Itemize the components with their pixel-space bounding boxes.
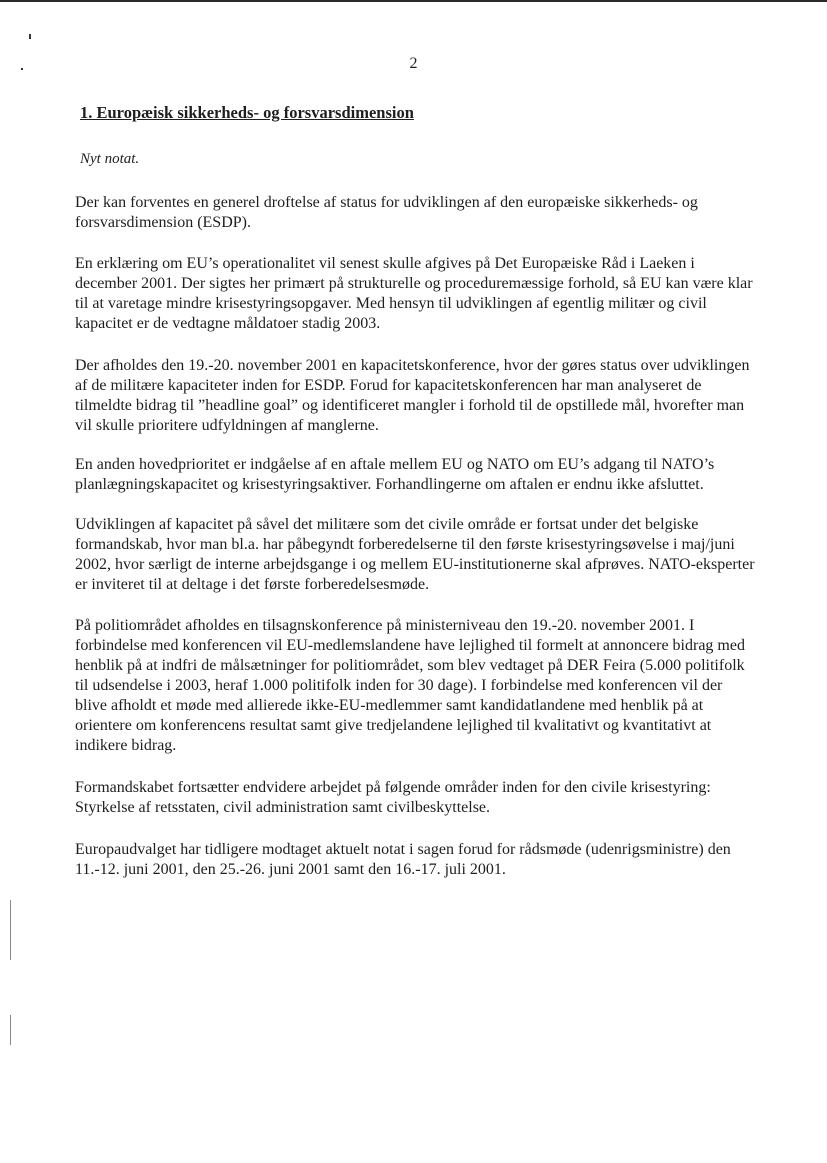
paragraph: Udviklingen af kapacitet på såvel det militære som det civile område er fortsat under det belgiske formandskab, hvor man bl.a. har påbegyndt forberedelserne til den første krisestyringsøvelse i maj/juni 2002, hvor særligt de interne arbejdsgange i og mellem EU-institutionerne skal afprøves. NATO-eksperter er inviteret til at deltage i det første forberedelsesmøde. (75, 516, 755, 593)
scan-top-border (0, 0, 827, 2)
paragraph: Formandskabet fortsætter endvidere arbejdet på følgende områder inden for den civile krisestyring: Styrkelse af retsstaten, civil administration samt civilbeskyttelse. (75, 779, 711, 816)
page-number: 2 (409, 55, 418, 72)
document-body (75, 103, 755, 900)
paragraph: Europaudvalget har tidligere modtaget aktuelt notat i sagen forud for rådsmøde (udenrigsministre) den 11.-12. juni 2001, den 25.-26. juni 2001 samt den 16.-17. juli 2001. (75, 841, 731, 878)
paragraph: Der afholdes den 19.-20. november 2001 en kapacitetskonference, hvor der gøres status over udviklingen af de militære kapaciteter inden for ESDP. Forud for kapacitetskonferencen har man analyseret de tilmeldte bidrag til ”headline goal” og identificeret mangler i forhold til de opstillede mål, hvorefter man vil skulle prioritere udfyldningen af manglerne. (75, 357, 750, 434)
paragraph: Der kan forventes en generel droftelse af status for udviklingen af den europæiske sikkerheds- og forsvarsdimension (ESDP). (75, 194, 698, 231)
note-label: Nyt notat. (80, 151, 140, 167)
paragraph: En erklæring om EU’s operationalitet vil senest skulle afgives på Det Europæiske Råd i Laeken i december 2001. Der sigtes her primært på strukturelle og proceduremæssige forhold, så EU kan være klar til at varetage mindre krisestyringsopgaver. Med hensyn til udviklingen af egentlig militær og civil kapacitet er de vedtagne måldatoer stadig 2003. (75, 255, 753, 332)
scan-mark (29, 34, 31, 39)
paragraph: En anden hovedprioritet er indgåelse af en aftale mellem EU og NATO om EU’s adgang til NATO’s planlægningskapacitet og krisestyringsaktiver. Forhandlingerne om aftalen er endnu ikke afsluttet. (75, 456, 715, 493)
section-heading: 1. Europæisk sikkerheds- og forsvarsdimension (80, 103, 414, 122)
paragraph: På politiområdet afholdes en tilsagnskonference på ministerniveau den 19.-20. november 2001. I forbindelse med konferencen vil EU-medlemslandene have lejlighed til formelt at annoncere bidrag med henblik på at indfri de målsætninger for politiområdet, som blev vedtaget på DER Feira (5.000 politifolk til udsendelse i 2003, heraf 1.000 politifolk inden for 30 dage). I forbindelse med konferencen vil der blive afholdt et møde med allierede ikke-EU-medlemmer samt kandidatlandene med henblik på at orientere om konferencens resultat samt give tredjelandene lejlighed til kvalitativt og kvantitativt at indikere bidrag. (75, 617, 745, 754)
scan-mark (10, 1015, 11, 1045)
scan-mark (10, 900, 11, 960)
